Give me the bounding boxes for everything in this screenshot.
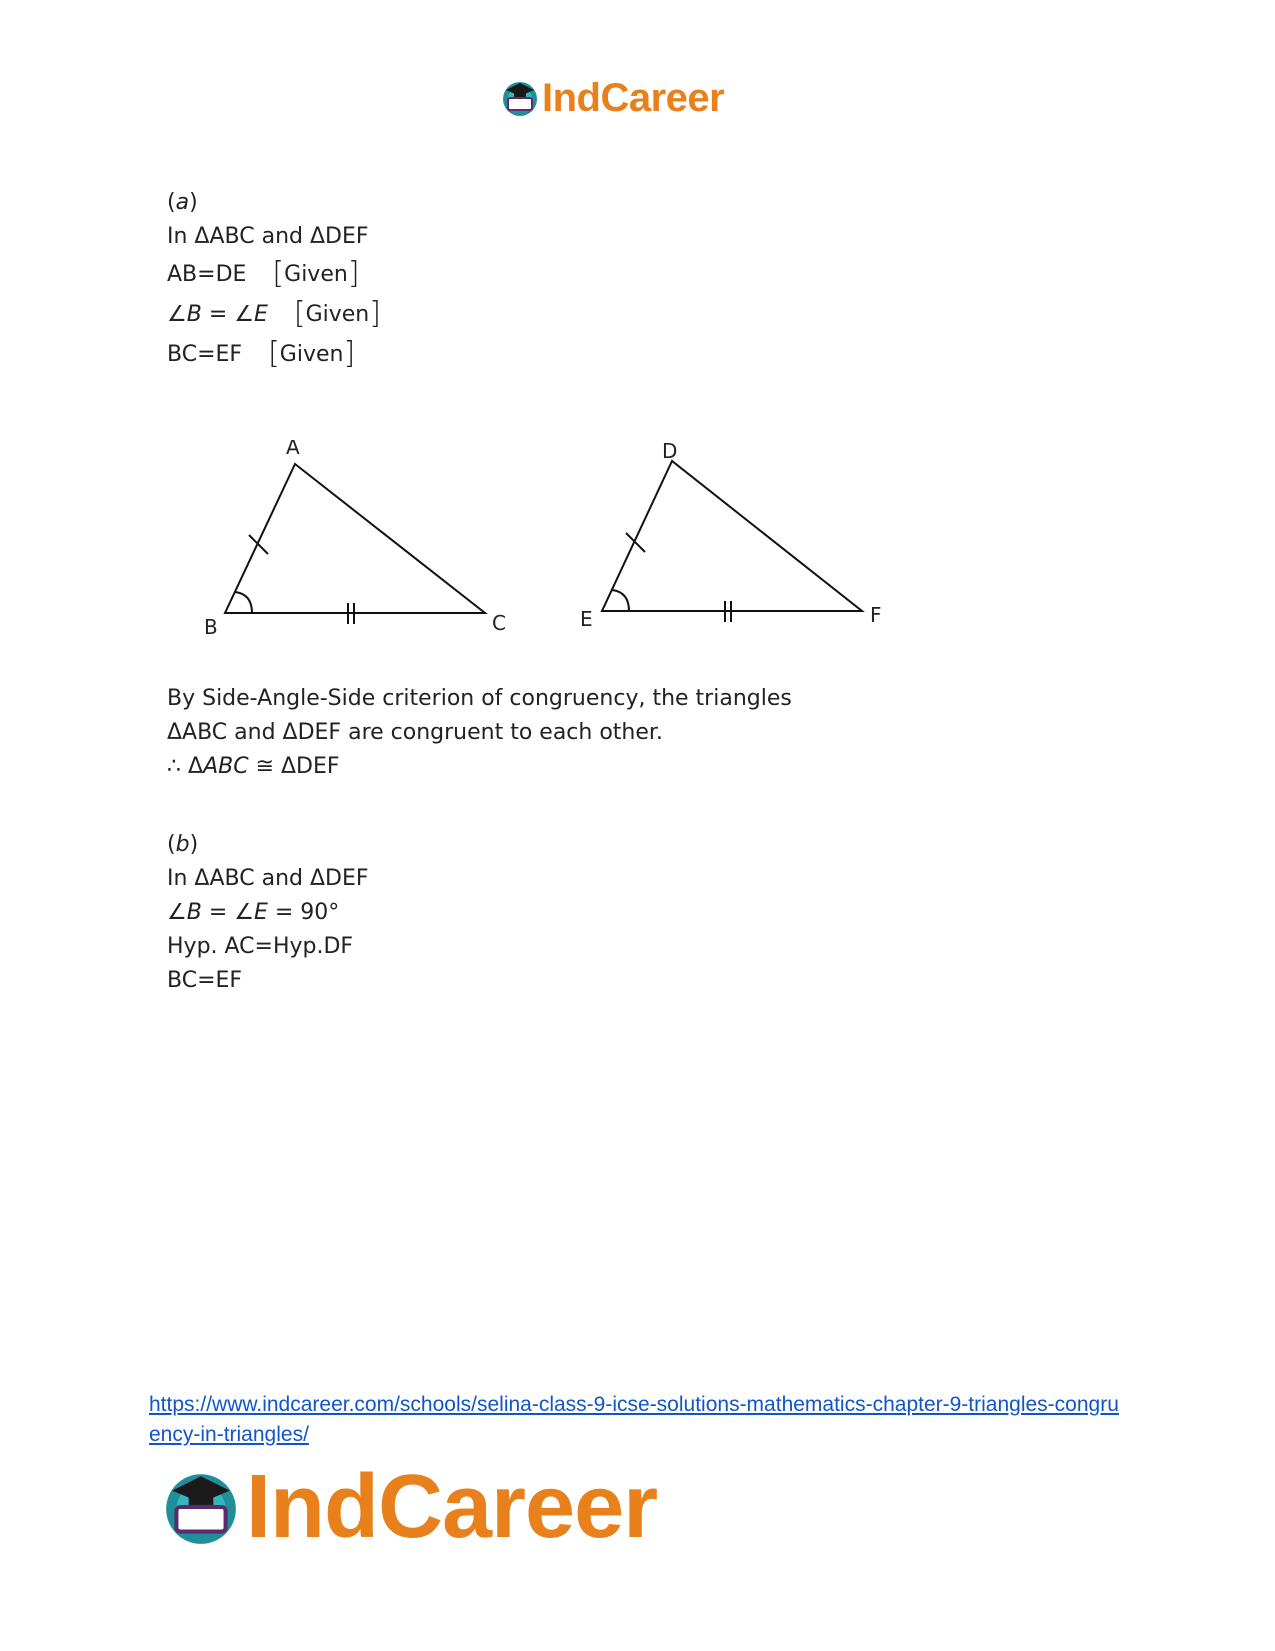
logo-wordmark: IndCareer xyxy=(542,76,725,120)
conclusion-line-1: By Side-Angle-Side criterion of congruency, the triangles xyxy=(167,686,792,711)
statement-bc-ef-b: BC=EF xyxy=(167,968,243,993)
conclusion-line-2: ΔABC and ΔDEF are congruent to each other. xyxy=(167,720,663,745)
graduation-globe-icon xyxy=(160,1466,242,1548)
statement-bc-ef: BC=EF [Given] xyxy=(167,336,356,371)
header-logo xyxy=(500,78,724,118)
angle-arc-e xyxy=(612,590,629,611)
sas-conclusion xyxy=(167,682,792,784)
triangle-abc xyxy=(225,464,485,613)
vertex-e: E xyxy=(580,607,593,631)
part-b-intro: In ΔABC and ΔDEF xyxy=(167,866,369,891)
logo-wordmark: IndCareer xyxy=(246,1457,658,1557)
conclusion-therefore: ∴ ΔABC ≅ ΔDEF xyxy=(167,754,340,779)
graduation-globe-icon xyxy=(500,78,540,118)
part-a-label: (a) xyxy=(167,190,198,215)
tick-de xyxy=(626,533,645,552)
part-b xyxy=(167,828,369,998)
vertex-a: A xyxy=(286,440,300,459)
vertex-b: B xyxy=(204,615,218,639)
statement-hypotenuse: Hyp. AC=Hyp.DF xyxy=(167,934,354,959)
source-link[interactable]: https://www.indcareer.com/schools/selina-class-9-icse-solutions-mathematics-chapter-9-triangles-congruency-in-triangles/ xyxy=(149,1393,1119,1446)
part-a xyxy=(167,186,381,374)
angle-arc-b xyxy=(235,592,252,613)
part-a-intro: In ΔABC and ΔDEF xyxy=(167,224,369,249)
statement-right-angles: ∠B = ∠E = 90° xyxy=(167,900,340,925)
part-b-label: (b) xyxy=(167,832,199,857)
triangle-def xyxy=(602,461,862,611)
statement-ab-de: AB=DE [Given] xyxy=(167,256,360,291)
footer-logo xyxy=(160,1457,658,1557)
tick-ab xyxy=(249,535,268,554)
statement-angle-b-e: ∠B = ∠E [Given] xyxy=(167,296,381,331)
vertex-f: F xyxy=(870,603,882,627)
vertex-c: C xyxy=(492,611,506,635)
vertex-d: D xyxy=(662,440,678,463)
triangles-figure xyxy=(190,440,890,660)
